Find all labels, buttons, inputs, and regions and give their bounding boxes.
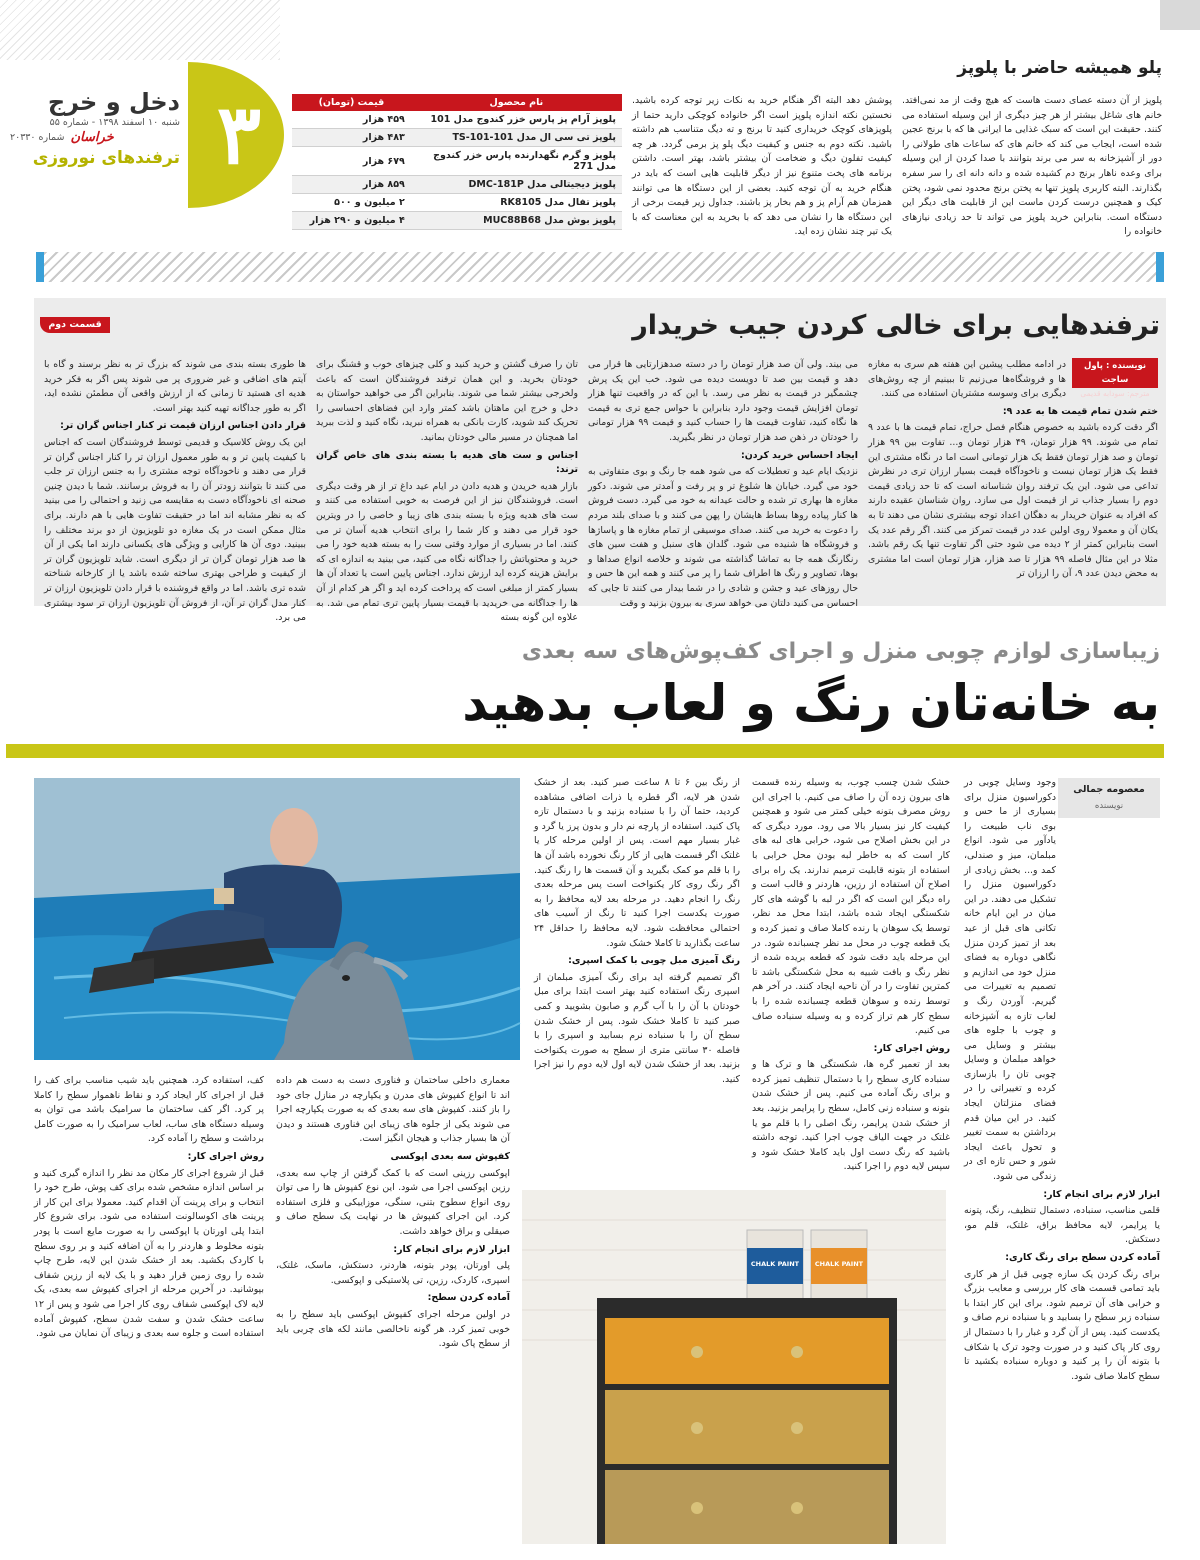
translator-label: مترجم: سودابه قدیمی — [1080, 389, 1150, 398]
tricks-col2b-text: نزدیک ایام عید و تعطیلات که می شود همه جا رنگ و بوی متفاوتی به خود می گیرد. خیابان ها شلوغ تر و پر رفت و آمدتر می شوند. دکور مغازه ها بهاری تر شده و حالت عیدانه به خود می گیرد. دست فروش ها کنار پیاده روها بساط هایشان را پهن می کنند و با صدای بلند مردم را دعوت به خرید می کنند. صدای موسیقی از تمام مغازه ها و پاساژها و فروشگاه ها شنیده می شود. گلدان های سنبل و هفت سین های رنگارنگ همه جا به تماشا گذاشته می شوند و خلاصه انواع صداها و بوها، تصاویر و رنگ ها اطراف شما را پر می کنند و همه این ها حس و حال روزهای عید و جشن و شادی را در شما بیدار می کنند تا جایی که احساس می کنید دلتان می خواهد سری به بیرون بزنید و وقت — [588, 466, 858, 609]
dolphin-photo — [34, 778, 520, 1060]
epoxy-text: اپوکسی رزینی است که با کمک گرفتن از چاپ سه بعدی، رزین اپوکسی اجرا می شود. این نوع کفپوش ها را می توان روی انواع سطوح بتنی، سنگی، موزاییکی و فلزی استفاده کرد. این اجرای کفپوش ها در نهایت یک سطح صاف و صیقلی و براق خواهد داشت. — [276, 1167, 510, 1237]
paint-spray-text: اگر تصمیم گرفته اید برای رنگ آمیزی مبلمان از اسپری رنگ استفاده کنید بهتر است ابتدا برای مبل خودتان با آن را با آب گرم و صابون بشویید و کمی صبر کنید تا کاملا خشک شود. پس از خشک شدن سطح آن را با سنباده نرم بسابید و اسپری را با فاصله ۳۰ سانتی متری از سطح به صورت یکنواخت بزنید. بعد از خشک شدن لایه اول لایه دوم را نیز اجرا کنید. — [534, 971, 740, 1085]
subheading-surface-prep: آماده کردن سطح برای رنگ کاری: — [1005, 1252, 1160, 1263]
author-name: معصومه جمالی — [1073, 784, 1145, 795]
top-hatch-left — [0, 0, 280, 60]
floor-method-text: قبل از شروع اجرای کار مکان مد نظر را اندازه گیری کنید و بر اساس اندازه مشخص شده برای کف پوش، طرح خود را انتخاب و برای پرینت آن اقدام کنید. معمولا برای این کار از پرینت های اکوسالونت استفاده می شود. برای شروع کار ابتدا پلی اورتان یا اپوکسی را به صورت مایع است با پودر بتونه مخلوط و هاردنر را به آن اضافه کنید و بر روی سطح با کاردک بکشید. بعد از خشک شدن این لایه، طرح چاپ شده را روی زمین قرار دهید و با یک لایه از رزین شفاف بپوشانید. در آخرین مرحله از اجرای کفپوش سه بعدی، یک لایه لاک اپوکسی شفاف روی کار اجرا می شود و پس از ۱۲ ساعت خشک شدن و سفت شدن سطح، کفپوش آماده استفاده است و جلوه سه بعدی و زیبای آن نمایان می شود. — [34, 1167, 264, 1340]
product-name: پلوپز تی سی ال مدل TS-101-101 — [411, 129, 622, 147]
price-table-wrap — [292, 94, 622, 230]
pilaf-col-2: پوشش دهد البته اگر هنگام خرید به نکات زیر توجه کرده باشید. نخستین نکته اندازه پلوپز است اگر خانواده کوچکی دارید حتما از پلوپزهای کوچک خریداری کنید تا برنج و ته دیگ متناسب هم داشته باشید. نکته دوم به جنس و کیفیت دیگ پلو پز برمی گردد. هر چه کیفیت تفلون دیگ و ضخامت آن بیشتر باشد، بهتر است. داشتن برنامه های پخت متنوع نیز از دیگر قابلیت هایی است که باید در هنگام خرید به آن توجه کنید. بعضی از این دستگاه ها می توانند همزمان هم آرام پز و هم بخار پز باشند. جداول زیر قیمت برخی از این دستگاه ها را نشان می دهد که با بخرید به این معناست که با یک تیر چند نشان زده اید. — [632, 95, 892, 238]
product-name: پلوپز دیجیتالی مدل DMC-181P — [411, 176, 622, 194]
subheading-floor-prep: آماده کردن سطح: — [427, 1292, 510, 1304]
paint-col-5 — [34, 1074, 264, 1544]
subheading-gift-sets: اجناس و ست های هدیه با بسته بندی های خاص گران ترند: — [316, 449, 578, 476]
issue-date: شنبه ۱۰ اسفند ۱۳۹۸ - شماره ۵۵ — [49, 117, 180, 128]
table-row — [292, 147, 622, 176]
tricks-col3b-text: بازار هدیه خریدن و هدیه دادن در ایام عید داغ تر از هر وقت دیگری است. فروشندگان نیز از این فرصت به خوبی استفاده می کنند و ست های هدیه ویژه با بسته بندی های زیبا و خاصی را در ویترین خود قرار می دهند و کار شما را برای انتخاب هدیه آسان تر می کنند. اما در بسیاری از موارد وقتی ست را به بسته هدیه خود را می خرید و محتویاتش را جداگانه نگاه می کنید، می بینید به اندازه ای که برایش هزینه کرده اید ارزش ندارد. اجناس پایین است یا تعداد آن ها بسیار کمتر از مبلغی است که پرداخت کرده اید و اگر هر کدام از آن ها را جداگانه می خریدید با قیمت بسیار پایین تری تمام می شد. به علاوه این گونه بسته — [316, 480, 578, 624]
subheading-floor-method: روش اجرای کار: — [187, 1150, 264, 1162]
subheading-cheap-next-to-expensive: قرار دادن اجناس ارزان قیمت تر کنار اجناس گران تر: — [60, 420, 306, 432]
table-row — [292, 194, 622, 212]
tricks-col4b-text: این یک روش کلاسیک و قدیمی توسط فروشندگان است که اجناس با کیفیت پایین تر و به طور معمول ارزان تر را کنار اجناس گران تر قرار می دهند و ناخودآگاه توجه مشتری را به جنس ارزان تر جلب می کنند تا بتوانند زودتر آن را به فروش برسانند. شما با دیدن چنین صحنه ای ناخودآگاه دست به مقایسه می زنید و احتمالی را می بینید که به نظر مشابه اند اما در حقیقت تفاوت هایی با هم دارند. برای مثال ممکن است در یک مغازه دو تلویزیون از دو برند مختلف را ببینید. دوی آن ها کارایی و ویژگی های یکسانی دارند اما یکی از آن ها صد هزار تومان گران تر از دیگری است. شاید تلویزیون گران تر از کیفیت و طراحی بهتری ساخته شده باشد یا از کارخانه شناخته شده تری باشد. اما در واقع فروشنده با قرار دادن تلویزیون ارزان تر کنار مدل گران تر آن، از فروش آن تلویزیون ارزان تر سود بیشتری می برد. — [44, 436, 306, 624]
product-price: ۴۸۳ هزار — [292, 129, 411, 147]
hatch-accent-left — [36, 252, 44, 282]
subheading-shopping-feeling: ایجاد احساس خرید کردن: — [741, 449, 858, 461]
tricks-col-1 — [868, 358, 1158, 594]
paint-col-1 — [964, 776, 1160, 1544]
subheading-floor-tools: ابزار لازم برای انجام کار: — [393, 1243, 510, 1255]
masthead — [10, 88, 180, 198]
paint-intro: وجود وسایل چوبی در دکوراسیون منزل برای بسیاری از ما حس و بوی ناب طبیعت را یادآور می شود. انواع مبلمان، میز و صندلی، کمد و... بخش زیادی از دکوراسیون منزل را تشکیل می دهند. در این میان در این ایام خانه تکانی های قبل از عید بعد از تمیز کردن منزل نگاهی دوباره به فضای منزل خود می اندازیم و تصمیم به تغییرات می گیریم. آوردن رنگ و لعاب تازه به آشپزخانه و چوب با جلوه های بیشتر و وسایل می خواهد مبلمان و وسایل چوبی تان را بازسازی کرده و تغییراتی را در فضای منزلتان ایجاد کنید. در این میان قدم برداشتن به سمت تغییر و تحول باعث ایجاد شور و حس تازه ای در زندگی می شود. — [964, 777, 1056, 1183]
subheading-epoxy: کفپوش سه بعدی اپوکسی — [390, 1150, 510, 1162]
tricks-col1-text: اگر دقت کرده باشید به خصوص هنگام فصل حراج، تمام قیمت ها با عدد ۹ تمام می شوند. ۹۹ هزار تومان، ۴۹ هزار تومان و... تفاوت بین ۹۹ هزار تومان و صد هزار تومان فقط یک هزار تومانی است اما در نگاه مشتری این فقط یک هزار تومان نیست و ناخودآگاه قیمت بسیار ارزان تری در نظرش تداعی می شود. این یک ترفند روان شناسانه است که تا حد زیادی قیمت دوم را بسیار جذاب تر از قیمت اول می سازد. روان شناسان عقیده دارند که افراد به عنوان خریدار به دهگان اعداد توجه بیشتری نشان می دهند تا به یکان آن و معمولا روی اولین عدد در قیمت تمرکز می کنند. اگر رقم عدد یک است بنابراین کمتر از ۲ دیده می شود حتی اگر تفاوت تنها یک رقم باشد. مثلا در این مثال فاصله ۹۹ هزار تا صد هزار، هزار تومان است اما مشتری به محض دیدن عدد ۹، آن را ارزان تر — [868, 422, 1159, 580]
product-price: ۴۵۹ هزار — [292, 111, 411, 129]
product-name: پلوپز آرام پز پارس خزر کندوج مدل 101 — [411, 111, 622, 129]
floor-prep-text: در اولین مرحله اجرای کفپوش اپوکسی باید سطح را به خوبی تمیز کرد. هر گونه ناخالصی مانند لکه های چربی باید از سطح پاک شود. — [276, 1308, 510, 1350]
product-name: پلوپز و گرم نگهدارنده پارس خزر کندوج مدل 271 — [411, 147, 622, 176]
tricks-col-3 — [316, 358, 578, 624]
subheading-tools: ابزار لازم برای انجام کار: — [1043, 1188, 1160, 1200]
table-row — [292, 111, 622, 129]
product-name: پلوپز بوش مدل MUC88B68 — [411, 212, 622, 230]
newspaper-name: خراسان — [70, 130, 114, 145]
dolphin-floor-illustration — [34, 778, 520, 1060]
table-header-price: قیمت (تومان) — [292, 94, 411, 111]
table-row — [292, 176, 622, 194]
hatch-accent-right — [1156, 252, 1164, 282]
section-title: ترفندهای نوروزی — [32, 148, 180, 168]
subheading-spray: رنگ آمیزی مبل چوبی با کمک اسپری: — [568, 955, 740, 967]
hatch-divider — [36, 252, 1164, 282]
section-logo: دخل و خرج — [47, 88, 180, 116]
floor-col5-text: کف، استفاده کرد. همچنین باید شیب مناسب برای کف را قبل از اجرای کار ایجاد کرد و نقاط ناهموار سطح را کاملا پر کرد. اگر کف ساختمان ما سرامیک باشد می توان به وسیله دستگاه های ساب، لعاب سرامیک را به صورت کامل برداشت و سطح را آماده کرد. — [34, 1075, 264, 1145]
product-price: ۲ میلیون و ۵۰۰ — [292, 194, 411, 212]
author-label: نویسنده : پاول ساجت — [1083, 361, 1147, 385]
series-tag: قسمت دوم — [40, 317, 110, 333]
product-price: ۶۷۹ هزار — [292, 147, 411, 176]
floor-tools-text: پلی اورتان، پودر بتونه، هاردنر، دستکش، ماسک، غلتک، اسپری، کاردک، رزین، تی پلاستیکی و اپوکسی. — [276, 1260, 510, 1286]
table-row — [292, 212, 622, 230]
paint-col-3 — [534, 776, 740, 1180]
subheading-method: روش اجرای کار: — [873, 1042, 950, 1054]
subheading-ending-9: ختم شدن تمام قیمت ها به عدد ۹: — [1002, 405, 1158, 417]
product-name: پلوپز تفال مدل RK8105 — [411, 194, 622, 212]
paint-prep-text: برای رنگ کردن یک سازه چوبی قبل از هر کاری باید تمامی قسمت های کار بررسی و معایب بزرگ و خرابی های آن ترمیم شود. برای این کار ابتدا با سنباده زبر سطح را بسابید و با سنباده نرم صاف و یکدست کنید. پس از آن گرد و غبار را با دستمال از روی کار پاک کنید و در صورت وجود ترک یا شکاف با بتونه آن را پر کنید و دوباره سنباده بکشید تا سطح کاملا صاف شود. — [964, 1268, 1160, 1382]
headline-rule — [6, 744, 1164, 758]
paint-can-label-1: CHALK PAINT — [750, 1260, 800, 1268]
paint-col3-text: از رنگ بین ۶ تا ۸ ساعت صبر کنید. بعد از خشک شدن هر لایه، اگر قطره یا ذرات اضافی مشاهده کردید، حتما آن را با سنباده بزنید و با دستمال تازه پاک کنید. استفاده از پارچه نم دار و بدون پرز یا گرد و غبار بسیار مهم است. پس از اولین مرحله کار یا غلتک اگر قسمت هایی از کار رنگ نخورده باشد آن ها را با قلم مو کمک بگیرید و آن قسمت ها را رنگ کنید. اگر رنگ روی کار یکنواخت است پس مرحله بعدی رنگ را انجام دهید. در مرحله بعد لایه محافظ را به صورت یکدست اجرا کنید تا رنگ از آسیب های احتمالی محافظت شود. لایه محافظ را حداقل ۲۴ ساعت بگذارید تا کاملا خشک شود. — [534, 777, 740, 949]
tricks-article-title: ترفندهایی برای خالی کردن جیب خریدار — [632, 310, 1160, 341]
top-right-corner — [1160, 0, 1200, 30]
dresser-illustration — [522, 1190, 946, 1544]
paint-can-label-2: CHALK PAINT — [814, 1260, 864, 1268]
paint-method-text: بعد از تعمیر گره ها، شکستگی ها و ترک ها و سنباده کاری سطح را با دستمال تنظیف تمیز کرده و برای رنگ آماده می کنیم. پس از خشک شدن بتونه و سنباده زنی کامل، سطح را پرایمر بزنید. بعد از خشک شدن پرایمر، رنگ اصلی را با قلم مو یا غلتک در جهت الیاف چوب اجرا کنید. توجه داشته باشید که رنگ دست اول باید کاملا خشک شود و سپس لایه دوم را اجرا کنید. — [752, 1059, 950, 1173]
floor-intro-text: معماری داخلی ساختمان و فناوری دست به دست هم داده اند تا انواع کفپوش های مدرن و یکپارچه در منازل جای خود را باز کنند. کفپوش های سه بعدی که به صورت یکپارچه اجرا می شوند یکی از جلوه های زیبای این فناوری هستند و دیدن آن ها بسیار جذاب و هیجان انگیز است. — [276, 1075, 510, 1145]
product-price: ۴ میلیون و ۲۹۰ هزار — [292, 212, 411, 230]
product-price: ۸۵۹ هزار — [292, 176, 411, 194]
table-row — [292, 129, 622, 147]
dresser-photo — [522, 1190, 946, 1544]
pilaf-article-title: پلو همیشه حاضر با پلوپز — [957, 58, 1162, 78]
price-table — [292, 94, 622, 230]
paint-headline: به خانه‌تان رنگ و لعاب بدهید — [462, 674, 1160, 732]
paint-col-4 — [276, 1074, 510, 1544]
tricks-col3-text: تان را صرف گشتن و خرید کنید و کلی چیزهای خوب و قشنگ برای خودتان بخرید. و این همان ترفند فروشندگان است که باعث ولخرجی بیشتر شما می شوند. بنابراین اگر می خواهید حواستان به دخل و خرج این ماهتان باشد کمتر وارد این فضاهای احساسی را تحریک کند شوید، کارت بانکی به همراه نبرید، نگاه کنید و لذت ببرید اما همچنان در مسیر مالی خودتان بمانید. — [316, 359, 578, 443]
paint-col2-text: خشک شدن چسب چوب، به وسیله رنده قسمت های بیرون زده آن را صاف می کنیم. با اجرای این روش مصرف بتونه خیلی کمتر می شود و همچنین کیفیت کار نیز بسیار بالا می رود. مورد دیگری که در این بخش اصلاح می شود، خرابی های لبه های کار است که به خاطر لبه بودن محل خرابی با استفاده از بتونه قابلیت ترمیم ندارند. یک راه برای اصلاح آن استفاده از رزین، هاردنر و قالب است و راه دیگر این است که اگر در لبه با گوشه های کار شکستگی ایجاد شده باشد، ابتدا محل مد نظر، توسط یک سوهان یا رنده کاملا صاف و تمیز کرده و یک قطعه چوب در محل مد نظر چسبانده شود. در این مرحله باید دقت شود که قطعه بریده شده از نظر رنگ و بافت شبیه به محل شکستگی باشد تا کمترین تفاوت را در آن ناحیه ایجاد کنند. در آخر هم توسط رنده و سوهان قطعه چسبانده شده را با سطح کار هم تراز کرده و به وسیله سنباده صاف می کنیم. — [752, 777, 950, 1037]
paint-tools-text: قلمی مناسب، سنباده، دستمال تنظیف، رنگ، پتونه یا پرایمر، لایه محافظ براق، غلتک، قلم مو، دستکش. — [964, 1205, 1160, 1246]
paint-kicker: زیباسازی لوازم چوبی منزل و اجرای کف‌پوش‌های سه بعدی — [521, 639, 1160, 664]
page-number: ۳ — [216, 87, 262, 183]
tricks-col4-text: ها طوری بسته بندی می شوند که بزرگ تر به نظر برسند و گاه با آیتم های اضافی و غیر ضروری پر می شوند پس اگر به فکر خرید هدیه ای هستید تا زمانی که از ارزش واقعی آن مطمئن نشده اید، اگر به طور جداگانه تهیه کنید بهتر است. — [44, 359, 306, 414]
issue-number: شماره ۲۰۳۳۰ — [10, 131, 65, 143]
author-role: نویسنده — [1094, 801, 1124, 811]
table-header-product: نام محصول — [411, 94, 622, 111]
paint-col-2 — [752, 776, 950, 1180]
tricks-col-4 — [44, 358, 306, 624]
tricks-intro: در ادامه مطلب پیشین این هفته هم سری به مغازه ها و فروشگاه‌ها می‌زنیم تا ببینیم از چه روش‌های دیگری برای وسوسه مشتریان استفاده می کنند. — [868, 359, 1066, 400]
pilaf-col-1: پلوپز از آن دسته عصای دست هاست که هیچ وقت از مد نمی‌افتد. خانم های شاغل بیشتر از هر چیز دیگری از این وسیله استفاده می کنند. حقیقت این است که سبک غذایی ما ایرانی ها که با برنج عجین شده است، ایجاب می کند که خانم های که ساعات های طولانی را دور از آشپزخانه به سر می برند بتوانند با صدا کردن از این وسیله برای وعده ناهار برنج دم کشیده شده و دانه دانه ای را سر سفره بگذارند. البته کاربری پلوپز تنها به پختن برنج محدود نمی شود، پختن کیک و همچنین درست کردن ماست این از قابلیت های دیگر این دستگاه است. بنابراین خرید پلوپز می تواند تا حد زیادی نیازهای خانواده را — [902, 95, 1162, 238]
tricks-col2-text: می بیند. ولی آن صد هزار تومان را در دسته صدهزارتایی ها قرار می دهد و قیمت بین صد تا دویست دیده می شود. خب این یک پرش چشمگیر در قیمت به نظر می رسد. با این که در واقعیت تنها هزار تومان افزایش قیمت وجود دارد بنابراین با حواس جمع تری به قیمت ها نگاه کنید، تفاوت قیمت ها را حساب کنید و قیمت ۹۹ هزار تومانی را خودتان در ذهن صد هزار تومان در نظر بگیرید. — [588, 359, 858, 443]
tricks-col-2 — [588, 358, 858, 609]
